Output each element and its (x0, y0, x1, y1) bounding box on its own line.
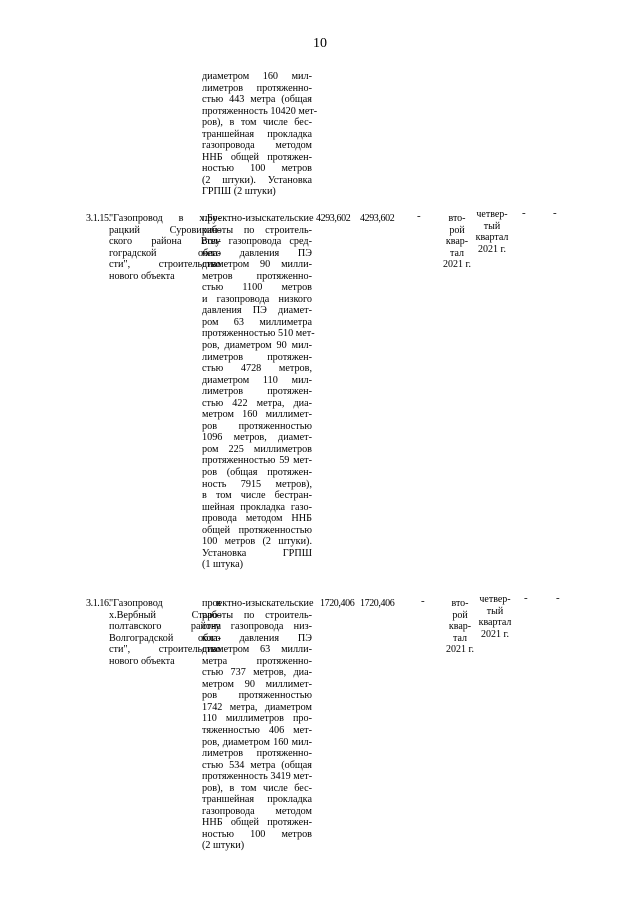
text-line: диаметром 63 милли- (202, 644, 312, 656)
text-line: ству газопровода низ- (202, 621, 312, 633)
text-line: ров протяженностью (202, 420, 312, 432)
text-line: газопровода методом (202, 805, 312, 817)
text-line: протяженность 10420 мет- (202, 105, 318, 117)
text-line: ров протяженностью (202, 690, 312, 702)
text-line: работы по строитель- (202, 609, 312, 621)
text-line: вто- (448, 213, 466, 224)
row-number: 3.1.15. (86, 213, 111, 224)
text-line: траншейная прокладка (202, 794, 312, 806)
text-line: сти", строительство (109, 644, 221, 656)
text-line: шейная прокладка газо- (202, 501, 312, 513)
text-line: 100 метров (2 штуки). (202, 536, 312, 548)
text-line: 1096 метров, диамет- (202, 432, 312, 444)
text-line: квартал (478, 617, 512, 628)
text-line: протяженность 3419 мет- (202, 771, 313, 783)
text-line: лиметров протяженно- (202, 748, 312, 760)
cost-dash: - (417, 210, 421, 222)
row-number: 3.1.16. (86, 598, 111, 609)
text-line: ННБ общей протяжен- (202, 151, 312, 163)
text-line: 2021 г. (481, 628, 509, 640)
text-line: ству газопровода сред- (202, 236, 312, 248)
text-line: рой (452, 609, 468, 621)
text-line: ностью 100 метров (202, 163, 312, 175)
text-line: общей протяженностью (202, 524, 312, 536)
text-line: тый (483, 220, 501, 232)
extra-dash: - (524, 592, 528, 604)
text-line: и газопровода низкого (202, 293, 312, 305)
text-line: ностью 100 метров (202, 828, 312, 840)
text-line: нового объекта (109, 655, 175, 667)
text-line: метров протяженно- (202, 270, 312, 282)
text-line: тый (486, 605, 504, 617)
text-line: ГРПШ (2 штуки) (202, 186, 276, 198)
text-line: стью 422 метра, диа- (202, 397, 312, 409)
text-line: ров, диаметром 90 мил- (202, 340, 312, 352)
text-line: ров (общая протяжен- (202, 467, 312, 479)
text-line: стью 737 метров, диа- (202, 667, 312, 679)
text-line: квартал (475, 232, 509, 243)
text-line: 1742 метра, диаметром (202, 701, 312, 713)
cost-2021: 1720,406 (360, 598, 395, 609)
total-cost: 4293,602 (316, 213, 351, 224)
start-period (440, 213, 474, 271)
text-line: в том числе бестран- (202, 490, 312, 502)
text-line: х.Вербный Старо- (109, 609, 221, 621)
text-line: ННБ общей протяжен- (202, 817, 312, 829)
text-line: Волгоградской обла- (109, 632, 221, 644)
text-line: (2 штуки). Установка (202, 174, 312, 186)
text-line: протяженностью 59 мет- (202, 455, 312, 467)
text-line: ров), в том числе бес- (202, 117, 312, 129)
text-line: тяженностью 406 мет- (202, 725, 312, 737)
text-line: траншейная прокладка (202, 128, 312, 140)
text-line: (1 штука) (202, 559, 243, 571)
continued-description (202, 71, 318, 198)
text-line: "Газопровод в х.Бу- (109, 213, 221, 224)
extra-dash: - (556, 592, 560, 604)
extra-dash: - (553, 207, 557, 219)
text-line: стью 4728 метров, (202, 363, 312, 375)
text-line: диаметром 90 милли- (202, 259, 312, 271)
text-line: тал (449, 247, 464, 259)
text-line: нового объекта (109, 270, 175, 282)
text-line: проектно-изыскательские (202, 213, 314, 224)
text-line: рой (449, 224, 465, 236)
text-line: кого давления ПЭ (202, 632, 312, 644)
work-description (202, 598, 312, 852)
text-line: рацкий Суровикин- (109, 224, 221, 236)
text-line: "Газопровод в (109, 598, 221, 609)
text-line: квар- (448, 621, 472, 632)
text-line: четвер- (476, 209, 508, 220)
text-line: ность 7915 метров), (202, 478, 312, 490)
end-period (474, 209, 510, 255)
text-line: газопровода методом (202, 140, 312, 152)
text-line: 110 миллиметров про- (202, 713, 312, 725)
text-line: стью 443 метра (общая (202, 94, 312, 106)
text-line: гоградской обла- (109, 247, 221, 259)
text-line: стью 1100 метров (202, 282, 312, 294)
text-line: четвер- (479, 594, 511, 605)
text-line: проектно-изыскательские (202, 598, 314, 609)
end-period (477, 594, 513, 640)
text-line: лиметров протяжен- (202, 351, 312, 363)
text-line: 2021 г. (478, 243, 506, 255)
text-line: давления ПЭ диамет- (202, 305, 312, 317)
text-line: него давления ПЭ (202, 247, 312, 259)
text-line: тал (452, 632, 467, 644)
text-line: ром 63 миллиметра (202, 316, 312, 328)
text-line: лиметров протяженно- (202, 82, 312, 94)
text-line: 2021 г. (443, 259, 471, 270)
text-line: ром 225 миллиметров (202, 443, 312, 455)
start-period (443, 598, 477, 656)
cost-2021: 4293,602 (360, 213, 395, 224)
text-line: диаметром 110 мил- (202, 374, 312, 386)
text-line: квар- (445, 236, 469, 247)
text-line: работы по строитель- (202, 224, 312, 236)
extra-dash: - (522, 207, 526, 219)
text-line: лиметров протяжен- (202, 386, 312, 398)
page-number: 10 (313, 36, 327, 51)
text-line: сти", строительство (109, 259, 221, 271)
total-cost: 1720,406 (320, 598, 355, 609)
text-line: протяженностью 510 мет- (202, 328, 315, 340)
text-line: ров), в том числе бес- (202, 782, 312, 794)
cost-dash: - (421, 595, 425, 607)
text-line: диаметром 160 мил- (202, 71, 312, 82)
text-line: метром 160 миллимет- (202, 409, 312, 421)
text-line: ского района Вол- (109, 236, 221, 248)
text-line: полтавского района (109, 621, 221, 633)
text-line: 2021 г. (446, 644, 474, 655)
work-description (202, 213, 315, 571)
text-line: Установка ГРПШ (202, 547, 312, 559)
text-line: провода методом ННБ (202, 513, 312, 525)
text-line: метра протяженно- (202, 655, 312, 667)
text-line: метром 90 миллимет- (202, 678, 312, 690)
text-line: ров, диаметром 160 мил- (202, 736, 312, 748)
text-line: стью 534 метра (общая (202, 759, 312, 771)
text-line: вто- (451, 598, 469, 609)
text-line: (2 штуки) (202, 840, 245, 852)
